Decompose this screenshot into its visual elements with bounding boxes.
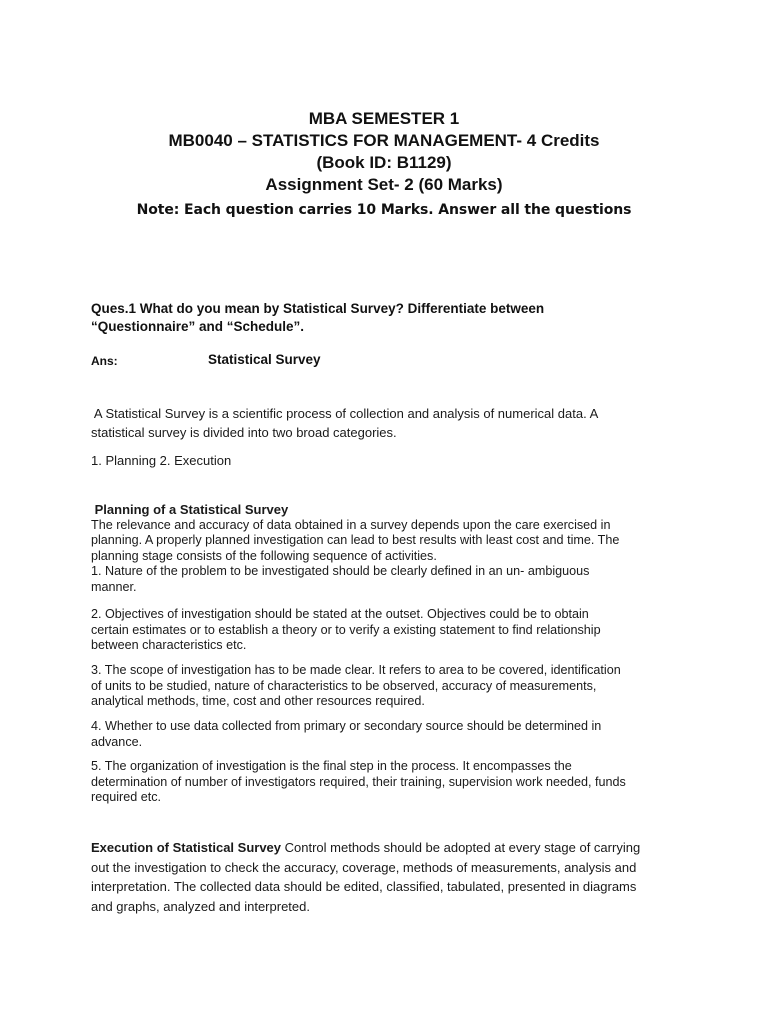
execution-text: Control methods should be adopted at every stage of carrying xyxy=(281,840,641,855)
answer-label: Ans: xyxy=(91,354,118,368)
planning-point-4 xyxy=(91,719,681,750)
text-line: statistical survey is divided into two broad categories. xyxy=(91,425,397,440)
planning-heading: Planning of a Statistical Survey xyxy=(91,502,289,517)
text-line: 3. The scope of investigation has to be made clear. It refers to area to be covered, identification xyxy=(91,663,621,677)
text-line: between characteristics etc. xyxy=(91,638,247,652)
text-line xyxy=(91,838,681,858)
book-id: (Book ID: B1129) xyxy=(316,153,452,172)
question-line: “Questionnaire” and “Schedule”. xyxy=(91,319,305,334)
text-line: interpretation. The collected data should be edited, classified, tabulated, presented in diagrams xyxy=(91,879,637,894)
intro-paragraph xyxy=(91,404,681,442)
assignment-set: Assignment Set- 2 (60 Marks) xyxy=(265,175,503,194)
text-line: 4. Whether to use data collected from primary or secondary source should be determined in xyxy=(91,719,602,733)
question-1 xyxy=(91,300,691,336)
execution-section xyxy=(91,838,681,916)
text-line: advance. xyxy=(91,734,143,749)
document-header xyxy=(0,108,768,220)
course-title: MB0040 – STATISTICS FOR MANAGEMENT- 4 Credits xyxy=(168,131,600,150)
text-line: determination of number of investigators required, their training, supervision work needed, funds xyxy=(91,774,626,789)
text-line: The relevance and accuracy of data obtained in a survey depends upon the care exercised in xyxy=(91,517,611,532)
text-line: analytical methods, time, cost and other resources required. xyxy=(91,694,425,708)
answer-row xyxy=(91,352,691,370)
text-line: planning stage consists of the following sequence of activities. xyxy=(91,548,437,563)
text-line: out the investigation to check the accuracy, coverage, methods of measurements, analysis and xyxy=(91,859,637,875)
text-line: and graphs, analyzed and interpreted. xyxy=(91,898,310,914)
text-line: 2. Objectives of investigation should be stated at the outset. Objectives could be to obtain xyxy=(91,607,589,621)
marks-note: Note: Each question carries 10 Marks. Answer all the questions xyxy=(136,202,632,218)
planning-point-2 xyxy=(91,607,681,654)
question-line: Ques.1 What do you mean by Statistical Survey? Differentiate between xyxy=(91,301,545,316)
text-line: A Statistical Survey is a scientific process of collection and analysis of numerical data. A xyxy=(91,406,599,421)
text-line: 5. The organization of investigation is the final step in the process. It encompasses the xyxy=(91,759,572,773)
answer-heading: Statistical Survey xyxy=(208,352,321,367)
planning-point-5 xyxy=(91,759,681,806)
text-line: certain estimates or to establish a theory or to verify a existing statement to find relationship xyxy=(91,622,601,637)
planning-section xyxy=(91,502,681,595)
text-line: required etc. xyxy=(91,790,162,804)
execution-heading: Execution of Statistical Survey xyxy=(91,840,282,855)
text-line: planning. A properly planned investigation can lead to best results with least cost and time. The xyxy=(91,533,620,547)
categories-line: 1. Planning 2. Execution xyxy=(91,453,232,468)
planning-point-3 xyxy=(91,663,681,710)
text-line: 1. Nature of the problem to be investigated should be clearly defined in an un- ambiguous xyxy=(91,564,590,578)
text-line: manner. xyxy=(91,579,137,594)
semester-title: MBA SEMESTER 1 xyxy=(308,109,460,128)
text-line: of units to be studied, nature of characteristics to be observed, accuracy of measurements, xyxy=(91,678,597,693)
